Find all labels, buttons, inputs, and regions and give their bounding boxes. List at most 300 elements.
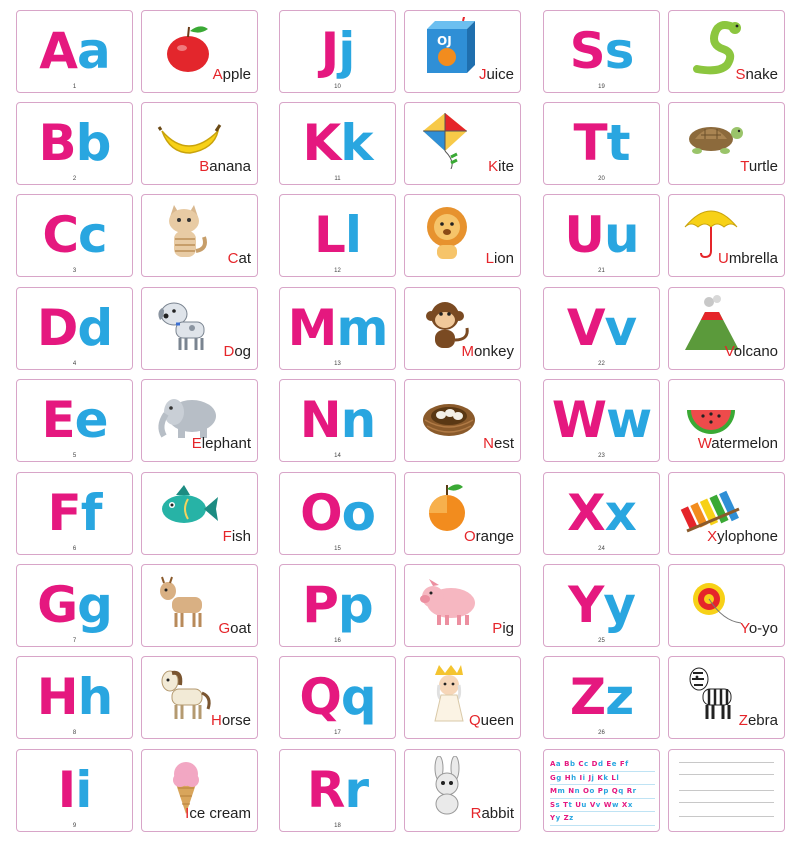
chart-uppercase: K bbox=[597, 773, 604, 782]
letter-pair bbox=[544, 483, 659, 543]
letter-pair bbox=[544, 390, 659, 450]
card-number: 3 bbox=[72, 268, 77, 274]
uppercase-letter: D bbox=[36, 299, 78, 357]
letter-pair bbox=[544, 21, 659, 81]
letter-card-f bbox=[16, 472, 133, 555]
alphabet-chart-line bbox=[550, 785, 655, 799]
lowercase-letter: z bbox=[605, 668, 634, 726]
word-first-letter: R bbox=[470, 805, 482, 822]
word-rest: at bbox=[238, 250, 251, 267]
lowercase-letter: p bbox=[337, 576, 373, 634]
card-number: 14 bbox=[334, 453, 341, 459]
lowercase-letter: w bbox=[605, 391, 652, 449]
uppercase-letter: A bbox=[39, 22, 77, 80]
chart-lowercase: n bbox=[574, 787, 581, 796]
uppercase-letter: W bbox=[551, 391, 606, 449]
letter-pair bbox=[17, 21, 132, 81]
uppercase-letter: Y bbox=[568, 576, 604, 634]
picture-word bbox=[211, 712, 251, 729]
picture-card-apple bbox=[141, 10, 258, 93]
word-first-letter: X bbox=[707, 528, 718, 545]
lowercase-letter: e bbox=[74, 391, 108, 449]
letter-pair bbox=[17, 483, 132, 543]
chart-uppercase: U bbox=[575, 800, 582, 809]
svg-text:OJ: OJ bbox=[437, 34, 452, 48]
chart-uppercase: R bbox=[626, 787, 633, 796]
writing-line bbox=[679, 802, 774, 803]
letter-pair bbox=[280, 760, 395, 820]
chart-lowercase: s bbox=[555, 800, 561, 809]
uppercase-letter: O bbox=[300, 484, 342, 542]
word-first-letter: A bbox=[212, 66, 223, 83]
lowercase-letter: b bbox=[75, 114, 111, 172]
letter-card-t bbox=[543, 102, 660, 185]
word-rest: onkey bbox=[473, 343, 514, 360]
chart-uppercase: Y bbox=[550, 814, 556, 823]
chart-lowercase: b bbox=[569, 760, 576, 768]
picture-word bbox=[228, 250, 251, 267]
letter-card-m bbox=[279, 287, 396, 370]
word-first-letter: Y bbox=[740, 620, 749, 637]
word-first-letter: C bbox=[227, 250, 239, 267]
picture-word bbox=[185, 805, 251, 822]
word-first-letter: L bbox=[485, 250, 494, 267]
card-number: 1 bbox=[72, 84, 77, 90]
alphabet-chart-line bbox=[550, 799, 655, 813]
word-first-letter: B bbox=[199, 158, 210, 175]
writing-line bbox=[679, 774, 774, 775]
turtle-icon bbox=[677, 109, 749, 169]
letter-pair bbox=[544, 575, 659, 635]
picture-word bbox=[740, 158, 778, 175]
chart-uppercase: F bbox=[619, 760, 626, 768]
uppercase-letter: M bbox=[287, 299, 337, 357]
uppercase-letter: B bbox=[38, 114, 76, 172]
letter-card-r bbox=[279, 749, 396, 832]
lowercase-letter: u bbox=[604, 206, 639, 264]
letter-card-s bbox=[543, 10, 660, 93]
picture-card-nest bbox=[404, 379, 521, 462]
lowercase-letter: y bbox=[603, 576, 635, 634]
alphabet-chart-card bbox=[543, 749, 660, 832]
chart-uppercase: J bbox=[588, 773, 592, 782]
chart-uppercase: D bbox=[591, 760, 598, 768]
picture-card-dog bbox=[141, 287, 258, 370]
fish-icon bbox=[150, 479, 222, 539]
letter-card-i bbox=[16, 749, 133, 832]
writing-line bbox=[679, 790, 774, 791]
word-first-letter: Q bbox=[468, 712, 481, 729]
uppercase-letter: L bbox=[313, 206, 345, 264]
card-number: 19 bbox=[598, 84, 605, 90]
card-number: 23 bbox=[598, 453, 605, 459]
uppercase-letter: C bbox=[42, 206, 79, 264]
chart-lowercase: w bbox=[612, 800, 619, 809]
letter-card-x bbox=[543, 472, 660, 555]
letter-card-c bbox=[16, 194, 133, 277]
lowercase-letter: g bbox=[77, 576, 112, 634]
picture-card-queen bbox=[404, 656, 521, 739]
card-number: 12 bbox=[334, 268, 341, 274]
letter-pair bbox=[280, 205, 395, 265]
picture-word bbox=[740, 620, 778, 637]
chart-uppercase: A bbox=[550, 760, 556, 768]
word-rest: ion bbox=[493, 250, 514, 267]
word-rest: range bbox=[475, 528, 514, 545]
uppercase-letter: Z bbox=[569, 668, 606, 726]
letter-card-h bbox=[16, 656, 133, 739]
chart-uppercase: M bbox=[550, 787, 558, 796]
word-first-letter: Z bbox=[738, 712, 748, 729]
word-first-letter: O bbox=[463, 528, 476, 545]
letter-pair bbox=[280, 390, 395, 450]
letter-pair bbox=[544, 205, 659, 265]
letter-card-b bbox=[16, 102, 133, 185]
chart-uppercase: O bbox=[582, 787, 590, 796]
apple-icon bbox=[150, 17, 222, 77]
word-rest: pple bbox=[222, 66, 251, 83]
lowercase-letter: h bbox=[77, 668, 113, 726]
writing-line bbox=[679, 762, 774, 763]
card-number: 8 bbox=[72, 730, 77, 736]
lowercase-letter: k bbox=[340, 114, 373, 172]
word-first-letter: E bbox=[191, 435, 202, 452]
word-rest: mbrella bbox=[728, 250, 778, 267]
lowercase-letter: c bbox=[78, 206, 107, 264]
card-number: 26 bbox=[598, 730, 605, 736]
chart-uppercase: X bbox=[621, 800, 628, 809]
goat-icon bbox=[150, 571, 222, 631]
lowercase-letter: s bbox=[604, 22, 634, 80]
pig-icon bbox=[413, 571, 485, 631]
chart-lowercase: t bbox=[568, 800, 573, 809]
word-rest: olcano bbox=[733, 343, 778, 360]
picture-word bbox=[471, 805, 514, 822]
picture-card-horse bbox=[141, 656, 258, 739]
card-number: 16 bbox=[334, 638, 341, 644]
chart-lowercase: e bbox=[611, 760, 617, 768]
letter-card-g bbox=[16, 564, 133, 647]
chart-uppercase: S bbox=[550, 800, 556, 809]
picture-card-goat bbox=[141, 564, 258, 647]
card-number: 24 bbox=[598, 546, 605, 552]
word-first-letter: D bbox=[223, 343, 235, 360]
letter-pair bbox=[544, 667, 659, 727]
word-rest: uice bbox=[486, 66, 514, 83]
uppercase-letter: U bbox=[564, 206, 604, 264]
juice-box-icon bbox=[413, 17, 485, 77]
word-rest: ce cream bbox=[189, 805, 251, 822]
picture-card-xylophone bbox=[668, 472, 785, 555]
word-first-letter: P bbox=[492, 620, 503, 637]
uppercase-letter: E bbox=[41, 391, 75, 449]
lowercase-letter: i bbox=[75, 761, 92, 819]
picture-card-orange bbox=[404, 472, 521, 555]
word-first-letter: M bbox=[461, 343, 474, 360]
chart-uppercase: G bbox=[550, 773, 557, 782]
picture-card-snake bbox=[668, 10, 785, 93]
uppercase-letter: Q bbox=[299, 668, 341, 726]
picture-card-lion bbox=[404, 194, 521, 277]
chart-lowercase: k bbox=[603, 773, 609, 782]
card-number: 18 bbox=[334, 823, 341, 829]
lowercase-letter: t bbox=[606, 114, 630, 172]
chart-lowercase: u bbox=[581, 800, 587, 809]
lowercase-letter: q bbox=[340, 668, 376, 726]
picture-word bbox=[479, 66, 514, 83]
letter-pair bbox=[17, 298, 132, 358]
word-first-letter: T bbox=[740, 158, 749, 175]
letter-pair bbox=[280, 667, 395, 727]
letter-card-q bbox=[279, 656, 396, 739]
word-rest: lephant bbox=[201, 435, 251, 452]
chart-lowercase: a bbox=[555, 760, 562, 768]
picture-word bbox=[223, 343, 251, 360]
picture-word bbox=[735, 66, 778, 83]
picture-card-pig bbox=[404, 564, 521, 647]
picture-card-banana bbox=[141, 102, 258, 185]
picture-word bbox=[725, 343, 778, 360]
word-rest: abbit bbox=[481, 805, 514, 822]
uppercase-letter: X bbox=[567, 484, 605, 542]
word-rest: ylophone bbox=[717, 528, 778, 545]
letter-pair bbox=[280, 575, 395, 635]
word-rest: ite bbox=[498, 158, 514, 175]
chart-uppercase: B bbox=[564, 760, 570, 768]
picture-card-juice bbox=[404, 10, 521, 93]
lowercase-letter: r bbox=[344, 761, 369, 819]
word-rest: anana bbox=[209, 158, 251, 175]
uppercase-letter: P bbox=[302, 576, 338, 634]
word-first-letter: S bbox=[735, 66, 746, 83]
lowercase-letter: n bbox=[340, 391, 376, 449]
letter-pair bbox=[17, 390, 132, 450]
chart-uppercase: I bbox=[579, 773, 583, 782]
alphabet-chart-line bbox=[550, 772, 655, 786]
picture-card-kite bbox=[404, 102, 521, 185]
word-first-letter: V bbox=[724, 343, 734, 360]
uppercase-letter: J bbox=[320, 22, 339, 80]
letter-pair bbox=[17, 575, 132, 635]
chart-lowercase: l bbox=[616, 773, 620, 782]
chart-lowercase: i bbox=[582, 773, 586, 782]
chart-lowercase: f bbox=[625, 760, 629, 768]
lowercase-letter: l bbox=[344, 206, 361, 264]
picture-word bbox=[707, 528, 778, 545]
letter-pair bbox=[17, 113, 132, 173]
picture-word bbox=[488, 158, 514, 175]
chart-uppercase: Z bbox=[563, 814, 570, 823]
card-number: 9 bbox=[72, 823, 77, 829]
word-rest: atermelon bbox=[711, 435, 778, 452]
lowercase-letter: a bbox=[76, 22, 110, 80]
uppercase-letter: T bbox=[573, 114, 607, 172]
letter-card-z bbox=[543, 656, 660, 739]
chart-lowercase: y bbox=[555, 814, 561, 823]
letter-pair bbox=[17, 667, 132, 727]
picture-word bbox=[199, 158, 251, 175]
letter-card-o bbox=[279, 472, 396, 555]
picture-card-monkey bbox=[404, 287, 521, 370]
word-rest: ueen bbox=[480, 712, 514, 729]
letter-card-d bbox=[16, 287, 133, 370]
uppercase-letter: H bbox=[36, 668, 78, 726]
picture-word bbox=[192, 435, 251, 452]
picture-card-turtle bbox=[668, 102, 785, 185]
chart-lowercase: j bbox=[591, 773, 595, 782]
word-rest: og bbox=[234, 343, 251, 360]
chart-lowercase: o bbox=[589, 787, 595, 796]
chart-lowercase: m bbox=[557, 787, 566, 796]
word-rest: ig bbox=[502, 620, 514, 637]
chart-uppercase: C bbox=[578, 760, 585, 768]
picture-card-cat bbox=[141, 194, 258, 277]
lowercase-letter: x bbox=[604, 484, 636, 542]
chart-uppercase: V bbox=[589, 800, 596, 809]
word-rest: nake bbox=[745, 66, 778, 83]
word-rest: orse bbox=[221, 712, 251, 729]
uppercase-letter: I bbox=[57, 761, 76, 819]
chart-lowercase: v bbox=[595, 800, 601, 809]
card-number: 11 bbox=[334, 176, 341, 182]
word-first-letter: W bbox=[697, 435, 712, 452]
letter-pair bbox=[544, 113, 659, 173]
picture-word bbox=[469, 712, 514, 729]
word-rest: ish bbox=[231, 528, 251, 545]
card-number: 17 bbox=[334, 730, 341, 736]
word-first-letter: K bbox=[488, 158, 499, 175]
picture-card-rabbit bbox=[404, 749, 521, 832]
kite-icon bbox=[413, 109, 485, 169]
card-number: 20 bbox=[598, 176, 605, 182]
picture-card-ice-cream bbox=[141, 749, 258, 832]
alphabet-chart bbox=[550, 758, 655, 826]
chart-uppercase: T bbox=[563, 800, 569, 809]
chart-lowercase: h bbox=[571, 773, 577, 782]
lowercase-letter: j bbox=[338, 22, 355, 80]
word-rest: ebra bbox=[747, 712, 778, 729]
chart-lowercase: r bbox=[632, 787, 637, 796]
word-rest: urtle bbox=[748, 158, 778, 175]
letter-pair bbox=[544, 298, 659, 358]
letter-card-a bbox=[16, 10, 133, 93]
letter-pair bbox=[280, 113, 395, 173]
picture-word bbox=[483, 435, 514, 452]
picture-card-zebra bbox=[668, 656, 785, 739]
chart-uppercase: L bbox=[611, 773, 617, 782]
word-first-letter: J bbox=[478, 66, 487, 83]
letter-pair bbox=[17, 760, 132, 820]
alphabet-chart-line bbox=[550, 812, 655, 826]
chart-uppercase: Q bbox=[611, 787, 619, 796]
lowercase-letter: d bbox=[77, 299, 113, 357]
letter-card-k bbox=[279, 102, 396, 185]
picture-word bbox=[698, 435, 778, 452]
picture-card-yo-yo bbox=[668, 564, 785, 647]
picture-word bbox=[492, 620, 514, 637]
card-number: 22 bbox=[598, 361, 605, 367]
letter-card-e bbox=[16, 379, 133, 462]
letter-card-p bbox=[279, 564, 396, 647]
chart-lowercase: p bbox=[603, 787, 609, 796]
uppercase-letter: G bbox=[37, 576, 78, 634]
chart-uppercase: P bbox=[597, 787, 604, 796]
picture-word bbox=[739, 712, 778, 729]
picture-card-elephant bbox=[141, 379, 258, 462]
chart-lowercase: d bbox=[597, 760, 604, 768]
picture-word bbox=[223, 528, 251, 545]
uppercase-letter: S bbox=[569, 22, 605, 80]
picture-card-watermelon bbox=[668, 379, 785, 462]
word-first-letter: I bbox=[185, 805, 190, 822]
picture-card-fish bbox=[141, 472, 258, 555]
picture-card-umbrella bbox=[668, 194, 785, 277]
word-first-letter: G bbox=[218, 620, 231, 637]
picture-word bbox=[464, 528, 514, 545]
uppercase-letter: V bbox=[566, 299, 605, 357]
letter-card-j bbox=[279, 10, 396, 93]
card-number: 4 bbox=[72, 361, 77, 367]
word-rest: est bbox=[493, 435, 514, 452]
lowercase-letter: v bbox=[604, 299, 637, 357]
card-number: 2 bbox=[72, 176, 77, 182]
card-number: 15 bbox=[334, 546, 341, 552]
chart-uppercase: W bbox=[603, 800, 613, 809]
lowercase-letter: o bbox=[341, 484, 375, 542]
uppercase-letter: N bbox=[299, 391, 341, 449]
word-first-letter: F bbox=[222, 528, 232, 545]
letter-pair bbox=[280, 298, 395, 358]
chart-lowercase: q bbox=[618, 787, 624, 796]
writing-line bbox=[679, 816, 774, 817]
chart-lowercase: c bbox=[584, 760, 589, 768]
word-first-letter: U bbox=[717, 250, 729, 267]
card-number: 21 bbox=[598, 268, 605, 274]
card-number: 25 bbox=[598, 638, 605, 644]
chart-uppercase: H bbox=[564, 773, 572, 782]
lowercase-letter: m bbox=[336, 299, 388, 357]
letter-card-n bbox=[279, 379, 396, 462]
letter-pair bbox=[17, 205, 132, 265]
chart-uppercase: E bbox=[606, 760, 612, 768]
chart-lowercase: g bbox=[556, 773, 562, 782]
uppercase-letter: R bbox=[306, 761, 345, 819]
alphabet-chart-line bbox=[550, 758, 655, 772]
picture-word bbox=[213, 66, 251, 83]
nest-icon bbox=[413, 386, 485, 446]
word-rest: oat bbox=[230, 620, 251, 637]
lion-icon bbox=[413, 201, 485, 261]
letter-card-l bbox=[279, 194, 396, 277]
writing-lines-card bbox=[668, 749, 785, 832]
word-first-letter: H bbox=[210, 712, 222, 729]
lowercase-letter: f bbox=[80, 484, 102, 542]
picture-word bbox=[461, 343, 514, 360]
chart-uppercase: N bbox=[568, 787, 575, 796]
card-number: 5 bbox=[72, 453, 77, 459]
word-first-letter: N bbox=[483, 435, 494, 452]
uppercase-letter: F bbox=[47, 484, 81, 542]
word-rest: o-yo bbox=[748, 620, 778, 637]
letter-pair bbox=[280, 483, 395, 543]
yo-yo-icon bbox=[677, 571, 749, 631]
letter-card-u bbox=[543, 194, 660, 277]
dog-icon bbox=[150, 294, 222, 354]
letter-card-w bbox=[543, 379, 660, 462]
card-number: 13 bbox=[334, 361, 341, 367]
letter-pair bbox=[280, 21, 395, 81]
card-number: 10 bbox=[334, 84, 341, 90]
